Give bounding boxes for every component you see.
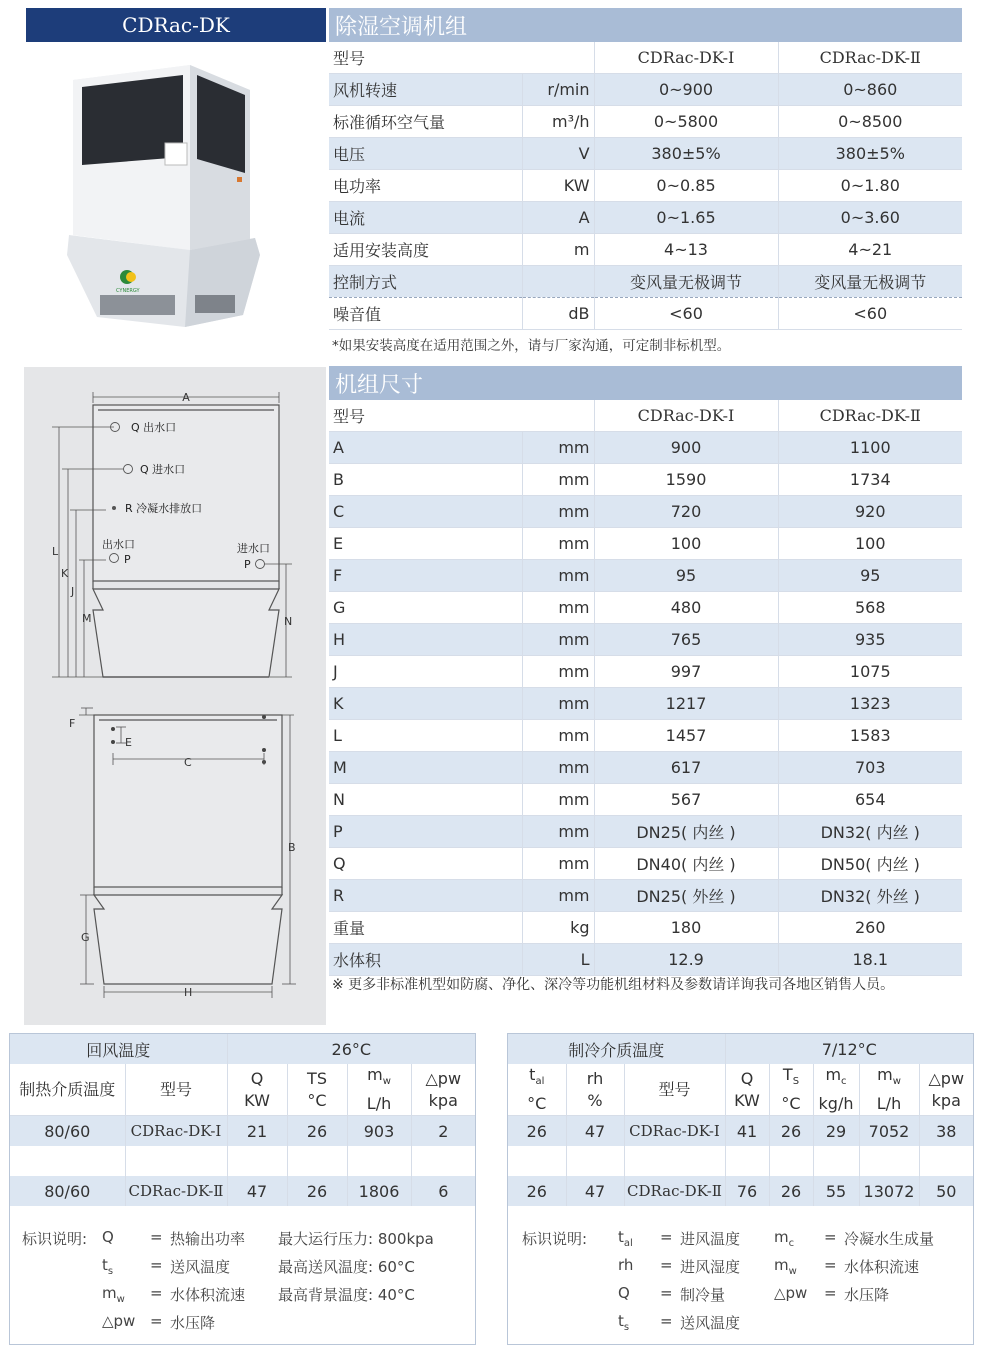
table-row — [329, 138, 962, 170]
product-logo-text: CYNERGY — [116, 288, 140, 294]
spec-cell-name: 控制方式 — [329, 266, 522, 298]
dims-cell-v1: 100 — [594, 528, 778, 560]
cooling-medium-value: 7/12°C — [725, 1034, 973, 1064]
dims-cell-unit: mm — [522, 848, 594, 880]
dims-header-model-2: CDRac-DK-Ⅱ — [778, 400, 962, 432]
heating-row-2 — [10, 1176, 475, 1206]
dims-cell-name: Q — [329, 848, 522, 880]
heating-legend-eq-1: = — [150, 1228, 163, 1246]
dims-cell-v1: 480 — [594, 592, 778, 624]
dims-cell-v1: DN25( 外丝 ) — [594, 880, 778, 912]
heating-row-2-medium: 80/60 — [10, 1176, 125, 1206]
cooling-row-1-rh: 47 — [566, 1116, 624, 1147]
heating-row-1 — [10, 1116, 475, 1147]
dim-label-j: J — [71, 585, 75, 598]
cooling-legend-tai: $t_{al}$ — [618, 1228, 633, 1249]
table-row — [329, 202, 962, 234]
dims-cell-v2: 1323 — [778, 688, 962, 720]
product-image — [55, 55, 275, 330]
dims-header-row — [329, 400, 962, 432]
heating-legend-pw: △pw — [102, 1312, 136, 1330]
dims-cell-name: M — [329, 752, 522, 784]
dims-cell-unit: L — [522, 944, 594, 976]
dims-cell-v2: DN32( 内丝 ) — [778, 816, 962, 848]
table-row — [329, 528, 962, 560]
cooling-legend-eq-3: = — [660, 1284, 673, 1302]
heating-panel — [9, 1033, 476, 1345]
heating-row-1-pw: 2 — [411, 1116, 475, 1147]
dims-cell-name: L — [329, 720, 522, 752]
dims-cell-v1: 12.9 — [594, 944, 778, 976]
dims-cell-unit: mm — [522, 816, 594, 848]
cooling-legend-mc: $m_c$ — [774, 1228, 795, 1249]
dims-cell-v2: 1075 — [778, 656, 962, 688]
cooling-col-mw: $m_w$ L/h — [859, 1064, 919, 1116]
spec-cell-unit: m³/h — [522, 106, 594, 138]
dims-cell-v1: 900 — [594, 432, 778, 464]
spec-cell-unit: A — [522, 202, 594, 234]
spec-cell-unit: m — [522, 234, 594, 266]
cooling-row-2-mw: 13072 — [859, 1176, 919, 1206]
dims-cell-v1: 997 — [594, 656, 778, 688]
spec-cell-name: 电压 — [329, 138, 522, 170]
dims-cell-name: C — [329, 496, 522, 528]
spec-title: 除湿空调机组 — [335, 14, 468, 40]
dims-cell-v1: 1457 — [594, 720, 778, 752]
port-label-p-out-name: 出水口 — [102, 538, 135, 551]
cooling-legend-desc-1: 进风温度 — [680, 1230, 741, 1248]
dims-cell-v2: 1734 — [778, 464, 962, 496]
spec-cell-name: 适用安装高度 — [329, 234, 522, 266]
heating-return-air-label: 回风温度 — [10, 1034, 227, 1064]
table-row — [329, 432, 962, 464]
spec-table — [329, 42, 962, 330]
spec-cell-v1: 0~5800 — [594, 106, 778, 138]
heating-legend-desc-4: 水压降 — [170, 1314, 216, 1332]
spec-cell-v1: 4~13 — [594, 234, 778, 266]
cooling-legend-pw: △pw — [774, 1284, 808, 1302]
dims-cell-name: 水体积 — [329, 944, 522, 976]
cooling-row-2-model: CDRac-DK-Ⅱ — [624, 1176, 725, 1206]
cooling-table — [508, 1034, 973, 1206]
heating-limit-supply-temp: 最高送风温度: 60°C — [278, 1258, 415, 1276]
heating-row-2-pw: 6 — [411, 1176, 475, 1206]
cooling-row-1-q: 41 — [725, 1116, 769, 1147]
cooling-legend-desc-2: 进风湿度 — [680, 1258, 741, 1276]
dim-label-c: C — [184, 756, 192, 769]
spec-cell-v1: 0~0.85 — [594, 170, 778, 202]
table-row — [329, 592, 962, 624]
table-row — [329, 298, 962, 330]
dims-cell-v1: 1590 — [594, 464, 778, 496]
cooling-col-q: Q KW — [725, 1064, 769, 1116]
heating-limit-pressure: 最大运行压力: 800kpa — [278, 1230, 434, 1248]
port-label-r-drain: R 冷凝水排放口 — [125, 502, 203, 515]
cooling-legend-rh: rh — [618, 1256, 634, 1274]
product-model: CDRac-DK — [122, 13, 230, 37]
dims-cell-v2: 18.1 — [778, 944, 962, 976]
dim-label-a: A — [182, 391, 190, 404]
dims-table — [329, 400, 962, 976]
cooling-legend-eq-7: = — [824, 1284, 837, 1302]
dims-cell-v2: 568 — [778, 592, 962, 624]
heating-legend-ts: $t_s$ — [102, 1256, 114, 1277]
heating-row-2-q: 47 — [227, 1176, 287, 1206]
dims-header-model-1: CDRac-DK-Ⅰ — [594, 400, 778, 432]
spec-cell-unit: dB — [522, 298, 594, 330]
port-label-p-out-letter: P — [124, 553, 131, 566]
spec-header-model-1: CDRac-DK-Ⅰ — [594, 42, 778, 74]
cooling-legend-desc-5: 冷凝水生成量 — [844, 1230, 935, 1248]
table-row — [329, 848, 962, 880]
spec-cell-v1: <60 — [594, 298, 778, 330]
dims-cell-v1: DN40( 内丝 ) — [594, 848, 778, 880]
cooling-medium-label: 制冷介质温度 — [508, 1034, 725, 1064]
cooling-col-pw: △pw kpa — [919, 1064, 973, 1116]
dims-cell-name: B — [329, 464, 522, 496]
table-row — [329, 464, 962, 496]
table-row — [329, 560, 962, 592]
port-label-q-out: Q 出水口 — [131, 421, 177, 434]
spec-cell-unit: V — [522, 138, 594, 170]
dims-cell-v1: 720 — [594, 496, 778, 528]
spec-cell-v2: 0~8500 — [778, 106, 962, 138]
cooling-legend-desc-7: 水压降 — [844, 1286, 890, 1304]
heating-table — [10, 1034, 475, 1206]
dims-cell-v2: 1583 — [778, 720, 962, 752]
heating-legend-mw: $m_w$ — [102, 1284, 125, 1305]
heating-legend-desc-1: 热输出功率 — [170, 1230, 246, 1248]
heating-legend-eq-3: = — [150, 1284, 163, 1302]
dims-cell-v1: 95 — [594, 560, 778, 592]
dim-label-h: H — [184, 986, 193, 999]
dim-label-f: F — [69, 717, 76, 730]
dim-label-k: K — [61, 567, 69, 580]
dims-cell-v2: 100 — [778, 528, 962, 560]
cooling-legend-mw: $m_w$ — [774, 1256, 797, 1277]
cooling-legend-eq-2: = — [660, 1256, 673, 1274]
cooling-row-2-q: 76 — [725, 1176, 769, 1206]
cooling-col-model: 型号 — [624, 1064, 725, 1116]
table-row — [329, 720, 962, 752]
table-row — [329, 496, 962, 528]
cooling-legend-eq-1: = — [660, 1228, 673, 1246]
dims-cell-unit: mm — [522, 624, 594, 656]
table-row — [329, 688, 962, 720]
spec-title-bar — [329, 8, 962, 42]
spec-cell-v2: <60 — [778, 298, 962, 330]
spec-cell-v2: 变风量无极调节 — [778, 266, 962, 298]
dims-cell-name: P — [329, 816, 522, 848]
dims-title: 机组尺寸 — [335, 372, 424, 398]
port-label-p-in-name: 进水口 — [237, 542, 270, 555]
heating-row-2-ts: 26 — [287, 1176, 347, 1206]
dims-note: ※ 更多非标准机型如防腐、净化、深冷等功能机组材料及参数请详询我司各地区销售人员。 — [332, 977, 895, 993]
spec-cell-v2: 4~21 — [778, 234, 962, 266]
spec-note: *如果安装高度在适用范围之外，请与厂家沟通，可定制非标机型。 — [332, 338, 731, 354]
cooling-col-ts: $T_S$ °C — [769, 1064, 813, 1116]
dims-cell-v2: 95 — [778, 560, 962, 592]
spec-cell-unit — [522, 266, 594, 298]
dims-cell-v2: DN50( 内丝 ) — [778, 848, 962, 880]
cooling-row-2-pw: 50 — [919, 1176, 973, 1206]
table-row — [329, 234, 962, 266]
dims-cell-v2: 654 — [778, 784, 962, 816]
dims-cell-unit: mm — [522, 528, 594, 560]
heating-col-model: 型号 — [125, 1064, 227, 1116]
dim-label-e: E — [125, 736, 132, 749]
cooling-legend-desc-3: 制冷量 — [680, 1286, 726, 1304]
cooling-row-2-mc: 55 — [813, 1176, 859, 1206]
cooling-legend-desc-6: 水体积流速 — [844, 1258, 920, 1276]
table-row — [329, 752, 962, 784]
dims-cell-unit: mm — [522, 592, 594, 624]
heating-row-2-mw: 1806 — [347, 1176, 411, 1206]
cooling-row-2-rh: 47 — [566, 1176, 624, 1206]
table-row — [329, 880, 962, 912]
heating-row-1-ts: 26 — [287, 1116, 347, 1147]
table-row — [329, 170, 962, 202]
spec-cell-v1: 0~900 — [594, 74, 778, 106]
cooling-row-1-ts: 26 — [769, 1116, 813, 1147]
cooling-row-2-ts: 26 — [769, 1176, 813, 1206]
heating-return-air-value: 26°C — [227, 1034, 475, 1064]
cooling-row-2-tai: 26 — [508, 1176, 566, 1206]
heating-legend-eq-2: = — [150, 1256, 163, 1274]
table-row — [329, 784, 962, 816]
spec-header-label: 型号 — [329, 42, 594, 74]
cooling-row-1-mc: 29 — [813, 1116, 859, 1147]
product-model-bar — [26, 8, 326, 42]
table-row — [329, 624, 962, 656]
table-row — [329, 106, 962, 138]
dims-title-bar — [329, 366, 962, 400]
dim-label-b: B — [288, 841, 296, 854]
cooling-col-mc: $m_c$ kg/h — [813, 1064, 859, 1116]
spec-cell-v2: 380±5% — [778, 138, 962, 170]
heating-legend-title: 标识说明: — [22, 1230, 88, 1248]
port-label-p-in-letter: P — [244, 558, 251, 571]
spec-header-row — [329, 42, 962, 74]
dims-cell-v2: 260 — [778, 912, 962, 944]
dimension-drawing-panel — [24, 367, 326, 1025]
cooling-legend-eq-5: = — [824, 1228, 837, 1246]
dims-cell-unit: mm — [522, 656, 594, 688]
dims-cell-name: N — [329, 784, 522, 816]
dims-cell-unit: mm — [522, 432, 594, 464]
heating-legend-q: Q — [102, 1228, 114, 1246]
dims-cell-name: A — [329, 432, 522, 464]
dims-cell-unit: mm — [522, 496, 594, 528]
dims-cell-v2: 703 — [778, 752, 962, 784]
heating-col-pw: △pw kpa — [411, 1064, 475, 1116]
dims-cell-unit: mm — [522, 464, 594, 496]
cooling-legend-eq-6: = — [824, 1256, 837, 1274]
spec-cell-v1: 380±5% — [594, 138, 778, 170]
table-row — [329, 816, 962, 848]
cooling-row-1-pw: 38 — [919, 1116, 973, 1147]
dims-cell-v2: DN32( 外丝 ) — [778, 880, 962, 912]
dims-cell-unit: mm — [522, 688, 594, 720]
cooling-legend-title: 标识说明: — [522, 1230, 588, 1248]
dim-label-g: G — [81, 931, 90, 944]
dims-cell-unit: mm — [522, 880, 594, 912]
dims-cell-unit: mm — [522, 560, 594, 592]
dims-cell-name: J — [329, 656, 522, 688]
table-row — [329, 74, 962, 106]
cooling-panel — [507, 1033, 974, 1345]
table-row — [329, 944, 962, 976]
dims-cell-v2: 920 — [778, 496, 962, 528]
dims-cell-name: F — [329, 560, 522, 592]
spec-cell-unit: r/min — [522, 74, 594, 106]
table-row — [329, 656, 962, 688]
dim-label-m: M — [82, 612, 92, 625]
dims-cell-name: G — [329, 592, 522, 624]
heating-legend-desc-3: 水体积流速 — [170, 1286, 246, 1304]
dims-cell-name: H — [329, 624, 522, 656]
spec-cell-name: 电流 — [329, 202, 522, 234]
dims-cell-name: K — [329, 688, 522, 720]
cooling-row-1 — [508, 1116, 973, 1147]
heating-legend-eq-4: = — [150, 1312, 163, 1330]
cooling-row-1-tai: 26 — [508, 1116, 566, 1147]
dims-cell-v1: DN25( 内丝 ) — [594, 816, 778, 848]
heating-row-1-q: 21 — [227, 1116, 287, 1147]
dims-header-label: 型号 — [329, 400, 594, 432]
dimension-drawing — [24, 367, 326, 1025]
heating-row-1-mw: 903 — [347, 1116, 411, 1147]
spec-cell-name: 噪音值 — [329, 298, 522, 330]
dims-cell-v2: 935 — [778, 624, 962, 656]
dims-cell-name: 重量 — [329, 912, 522, 944]
dims-cell-v2: 1100 — [778, 432, 962, 464]
dim-label-l: L — [52, 545, 59, 558]
cooling-col-tai: $t_{al}$ °C — [508, 1064, 566, 1116]
cooling-legend-ts: $t_s$ — [618, 1312, 630, 1333]
heating-row-2-model: CDRac-DK-Ⅱ — [125, 1176, 227, 1206]
cooling-legend-q: Q — [618, 1284, 630, 1302]
dims-cell-unit: mm — [522, 720, 594, 752]
heating-legend-desc-2: 送风温度 — [170, 1258, 231, 1276]
spec-cell-v1: 变风量无极调节 — [594, 266, 778, 298]
dims-cell-v1: 1217 — [594, 688, 778, 720]
dims-cell-unit: kg — [522, 912, 594, 944]
heating-row-1-medium: 80/60 — [10, 1116, 125, 1147]
spec-cell-v2: 0~1.80 — [778, 170, 962, 202]
spec-cell-unit: KW — [522, 170, 594, 202]
spec-cell-name: 电功率 — [329, 170, 522, 202]
cooling-row-1-model: CDRac-DK-Ⅰ — [624, 1116, 725, 1147]
cooling-legend-eq-4: = — [660, 1312, 673, 1330]
dim-label-n: N — [284, 615, 293, 628]
dims-cell-name: E — [329, 528, 522, 560]
cooling-row-1-mw: 7052 — [859, 1116, 919, 1147]
dims-cell-name: R — [329, 880, 522, 912]
cooling-spacer-row — [508, 1146, 973, 1176]
heating-limit-ambient-temp: 最高背景温度: 40°C — [278, 1286, 415, 1304]
table-row — [329, 912, 962, 944]
dims-cell-v1: 180 — [594, 912, 778, 944]
cooling-legend-desc-4: 送风温度 — [680, 1314, 741, 1332]
spec-header-model-2: CDRac-DK-Ⅱ — [778, 42, 962, 74]
dims-cell-v1: 765 — [594, 624, 778, 656]
heating-col-q: Q KW — [227, 1064, 287, 1116]
spec-cell-name: 标准循环空气量 — [329, 106, 522, 138]
spec-cell-name: 风机转速 — [329, 74, 522, 106]
heating-col-mw: $m_w$ L/h — [347, 1064, 411, 1116]
heating-row-1-model: CDRac-DK-Ⅰ — [125, 1116, 227, 1147]
table-row — [329, 266, 962, 298]
dims-cell-v1: 567 — [594, 784, 778, 816]
dims-cell-unit: mm — [522, 752, 594, 784]
dims-cell-v1: 617 — [594, 752, 778, 784]
cooling-col-rh: rh % — [566, 1064, 624, 1116]
cooling-row-2 — [508, 1176, 973, 1206]
heating-spacer-row — [10, 1146, 475, 1176]
port-label-q-in: Q 进水口 — [140, 463, 186, 476]
spec-cell-v1: 0~1.65 — [594, 202, 778, 234]
spec-cell-v2: 0~860 — [778, 74, 962, 106]
dims-cell-unit: mm — [522, 784, 594, 816]
spec-cell-v2: 0~3.60 — [778, 202, 962, 234]
heating-col-ts: TS °C — [287, 1064, 347, 1116]
heating-col-medium: 制热介质温度 — [10, 1064, 125, 1116]
